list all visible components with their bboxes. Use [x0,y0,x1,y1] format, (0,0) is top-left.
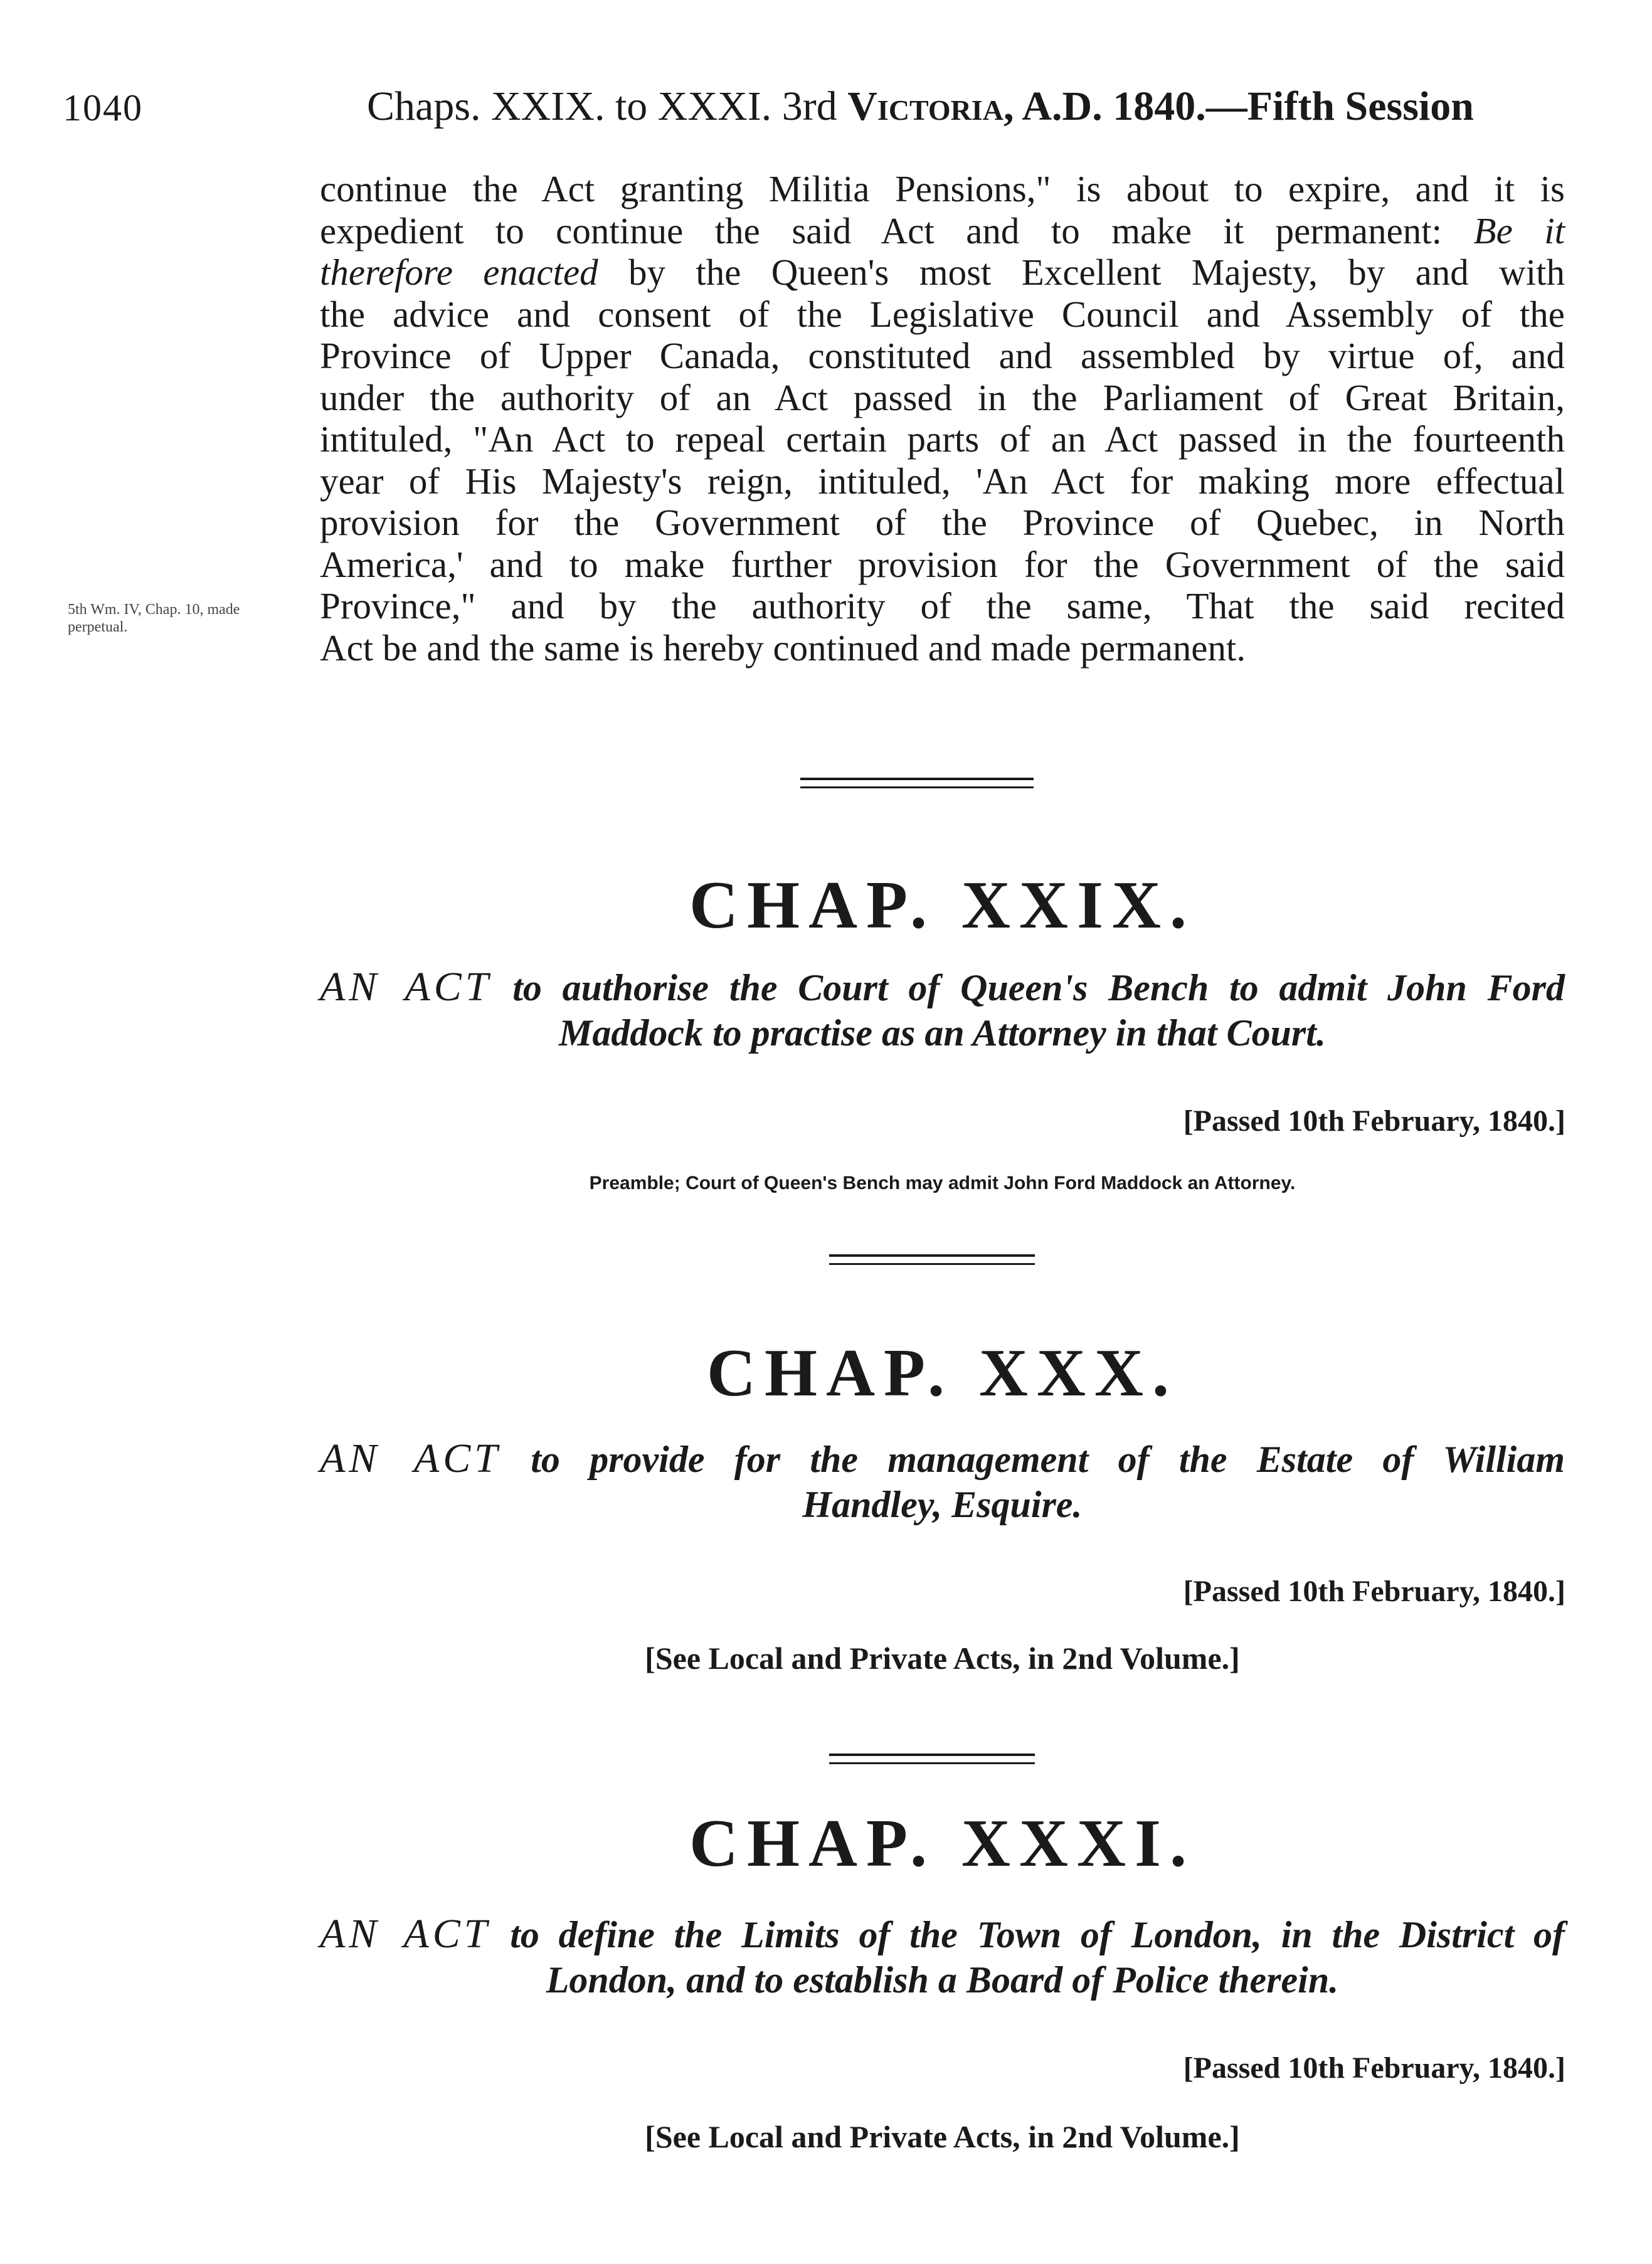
act-title-text: to provide for the management of the Estate of William [531,1439,1565,1480]
intro-line: the advice and consent of the Legislative Council and Assembly of the [320,293,1565,335]
act-title-text: to authorise the Court of Queen's Bench to admit John Ford [512,967,1565,1008]
enacting-clause-italic: Be it [1473,209,1565,251]
intro-paragraph [320,168,1565,669]
running-head-suffix: , A.D. 1840.—Fifth Session [1003,83,1474,129]
passed-date: [Passed 10th February, 1840.] [1183,1104,1565,1138]
intro-line-text: by the Queen's most Excellent Majesty, by and with [628,251,1565,293]
act-title [320,965,1565,1055]
an-act-label: AN ACT [320,1911,491,1957]
chapter-title: CHAP. XXXI. [689,1806,1196,1881]
intro-line: Province of Upper Canada, constituted and assembled by virtue of, and [320,335,1565,376]
intro-line-text: expedient to continue the said Act and to make it permanent: [320,209,1443,251]
act-title-line: Maddock to practise as an Attorney in that Court. [559,1012,1326,1054]
page-number: 1040 [63,87,143,129]
marginal-summary: Preamble; Court of Queen's Bench may admit John Ford Maddock an Attorney. [589,1173,1296,1193]
an-act-label: AN ACT [320,1436,501,1481]
running-head-prefix: Chaps. XXIX. to XXXI. 3rd [367,83,848,129]
intro-line: year of His Majesty's reign, intituled, 'An Act for making more effectual [320,460,1565,502]
intro-line [320,210,1565,252]
act-title [320,1912,1565,2002]
section-divider [829,1754,1035,1764]
passed-date: [Passed 10th February, 1840.] [1183,1575,1565,1608]
act-title-line [320,1912,1565,1957]
running-head [367,83,1571,130]
section-divider [829,1254,1035,1265]
intro-line: continue the Act granting Militia Pensions," is about to expire, and it is [320,168,1565,209]
marginal-note: 5th Wm. IV, Chap. 10, made perpetual. [68,601,240,635]
chapter-title: CHAP. XXX. [706,1336,1178,1410]
see-reference: [See Local and Private Acts, in 2nd Volume.] [645,1641,1240,1676]
passed-date: [Passed 10th February, 1840.] [1183,2051,1565,2085]
act-title [320,1436,1565,1527]
intro-line: intituled, "An Act to repeal certain parts of an Act passed in the fourteenth [320,418,1565,460]
an-act-label: AN ACT [320,964,492,1010]
act-title-line: Handley, Esquire. [802,1484,1083,1525]
intro-line: provision for the Government of the Province of Quebec, in North [320,502,1565,543]
intro-line: under the authority of an Act passed in the Parliament of Great Britain, [320,376,1565,418]
intro-line: Province," and by the authority of the same, That the said recited [320,585,1565,627]
intro-line [320,251,1565,294]
running-head-reign: Victoria [847,83,1004,129]
section-divider [800,778,1034,788]
intro-line: Act be and the same is hereby continued and made permanent. [320,627,1246,669]
enacting-clause-italic: therefore enacted [320,251,598,293]
act-title-line [320,965,1565,1010]
intro-line: America,' and to make further provision for the Government of the said [320,543,1565,585]
chapter-title: CHAP. XXIX. [689,868,1196,943]
act-title-text: to define the Limits of the Town of London, in the District of [510,1914,1565,1955]
see-reference: [See Local and Private Acts, in 2nd Volume.] [645,2119,1240,2154]
act-title-line [320,1436,1565,1482]
act-title-line: London, and to establish a Board of Police therein. [546,1959,1339,2001]
